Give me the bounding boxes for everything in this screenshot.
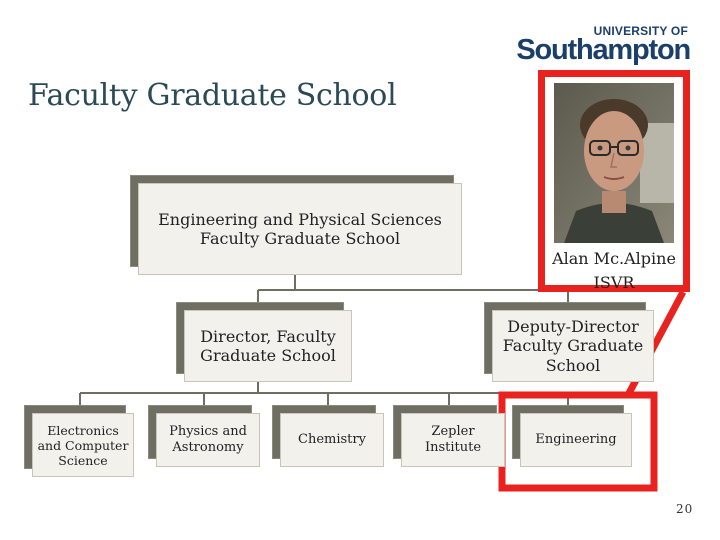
director-node (176, 302, 352, 382)
department-line: Physics and (169, 424, 247, 440)
department-node-electronics (24, 405, 134, 477)
deputy-director-node (484, 302, 654, 382)
department-line: Institute (424, 440, 482, 455)
deputy-line3: School (545, 355, 601, 375)
department-node-physics (148, 405, 260, 467)
person-caption (545, 247, 683, 295)
department-line: Engineering (535, 432, 617, 448)
faculty-root-node (130, 175, 462, 275)
deputy-line1: Deputy-Director (507, 317, 639, 337)
department-line: Chemistry (298, 432, 366, 448)
person-photo (554, 83, 674, 243)
page-number: 20 (676, 502, 694, 516)
deputy-line2: Faculty Graduate (502, 336, 644, 356)
department-node-chemistry (272, 405, 384, 467)
director-line1: Director, Faculty (200, 326, 336, 346)
department-line: Science (58, 452, 108, 468)
person-name: Alan Mc.Alpine (552, 249, 676, 268)
root-line2: Faculty Graduate School (199, 229, 401, 248)
slide-title: Faculty Graduate School (28, 78, 397, 113)
department-node-engineering (512, 405, 632, 467)
department-line: and Computer (37, 437, 129, 453)
department-line: Astronomy (172, 440, 244, 455)
department-line: Zepler (431, 424, 475, 440)
logo-top-text: UNIVERSITY OF (593, 24, 688, 38)
department-line: Electronics (47, 422, 119, 438)
person-unit: ISVR (593, 273, 635, 292)
director-line2: Graduate School (200, 346, 336, 365)
logo-main-text: Southampton (516, 34, 690, 66)
root-line1: Engineering and Physical Sciences (158, 209, 442, 229)
department-node-zepler (393, 405, 505, 467)
person-highlight-frame (538, 70, 690, 292)
